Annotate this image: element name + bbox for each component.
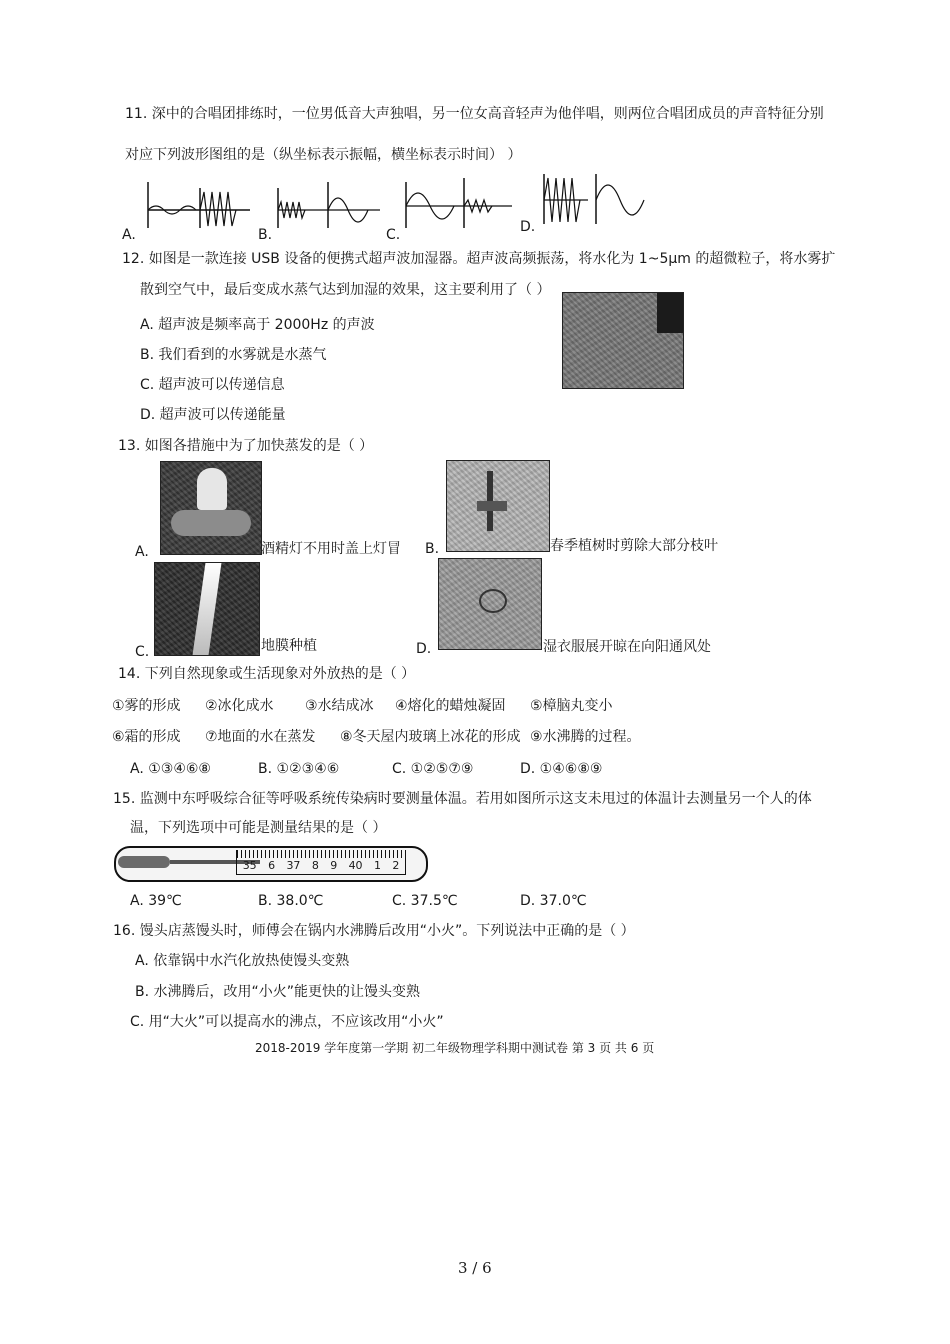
q11-waveform-a (142, 180, 252, 230)
q12-option-b: B. 我们看到的水雾就是水蒸气 (140, 347, 327, 363)
drying-clothes-photo (438, 558, 542, 650)
q14-option-a: A. ①③④⑥⑧ (130, 761, 211, 777)
q16-option-b: B. 水沸腾后，改用“小火”能更快的让馒头变熟 (135, 984, 421, 1000)
q13-option-a-letter: A. (135, 544, 149, 560)
q11-stem-line2: 对应下列波形图组的是（纵坐标表示振幅，横坐标表示时间） ） (125, 147, 522, 163)
q14-item-6: ⑥霜的形成 (112, 729, 181, 745)
q15-option-d: D. 37.0℃ (520, 893, 587, 909)
q13-option-d-text: 湿衣服展开晾在向阳通风处 (543, 639, 711, 655)
q16-option-a: A. 依靠锅中水汽化放热使馒头变熟 (135, 953, 350, 969)
q13-stem: 13. 如图各措施中为了加快蒸发的是（ ） (118, 438, 374, 454)
exam-footer: 2018-2019 学年度第一学期 初二年级物理学科期中测试卷 第 3 页 共 6 页 (255, 1041, 655, 1055)
q13-option-a-text: 酒精灯不用时盖上灯冒 (261, 541, 401, 557)
q14-option-c: C. ①②⑤⑦⑨ (392, 761, 474, 777)
q14-item-5: ⑤樟脑丸变小 (530, 698, 613, 714)
q15-option-c: C. 37.5℃ (392, 893, 458, 909)
alcohol-lamp-photo (160, 461, 262, 555)
q13-option-d-letter: D. (416, 641, 432, 657)
q14-item-9: ⑨水沸腾的过程。 (530, 729, 641, 745)
q11-option-a: A. (122, 227, 136, 243)
scale-label-40: 40 (348, 859, 363, 872)
q11-option-d: D. (520, 219, 536, 235)
q14-stem: 14. 下列自然现象或生活现象对外放热的是（ ） (118, 666, 416, 682)
thermometer-bulb (118, 856, 170, 868)
q15-option-a: A. 39℃ (130, 893, 182, 909)
q13-option-b-text: 春季植树时剪除大部分枝叶 (550, 538, 718, 554)
q14-option-b: B. ①②③④⑥ (258, 761, 340, 777)
q16-option-c: C. 用“大火”可以提高水的沸点，不应该改用“小火” (130, 1014, 444, 1030)
q13-option-c-letter: C. (135, 644, 150, 660)
q12-option-a: A. 超声波是频率高于 2000Hz 的声波 (140, 317, 375, 333)
q15-option-b: B. 38.0℃ (258, 893, 324, 909)
q13-option-b-letter: B. (425, 541, 440, 557)
thermometer-scale (236, 850, 406, 875)
q14-item-2: ②冰化成水 (205, 698, 274, 714)
q11-option-c: C. (386, 227, 401, 243)
humidifier-photo (562, 292, 684, 389)
scale-label-36: 6 (268, 859, 276, 872)
q14-item-1: ①雾的形成 (112, 698, 181, 714)
scale-label-41: 1 (373, 859, 381, 872)
scale-label-35: 35 (242, 859, 257, 872)
q11-waveform-d (538, 170, 653, 226)
q14-option-d: D. ①④⑥⑧⑨ (520, 761, 603, 777)
plastic-mulch-photo (154, 562, 260, 656)
q13-option-c-text: 地膜种植 (261, 638, 317, 654)
q11-waveform-c (400, 176, 515, 230)
q12-option-d: D. 超声波可以传递能量 (140, 407, 286, 423)
q15-stem-line1: 15. 监测中东呼吸综合征等呼吸系统传染病时要测量体温。若用如图所示这支未甩过的体温计去测量另一个人的体 (113, 791, 812, 807)
page-indicator: 3 / 6 (458, 1259, 492, 1277)
scale-label-38: 8 (311, 859, 319, 872)
q11-option-b: B. (258, 227, 273, 243)
q16-stem: 16. 馒头店蒸馒头时，师傅会在锅内水沸腾后改用“小火”。下列说法中正确的是（ ） (113, 923, 635, 939)
q15-stem-line2: 温，下列选项中可能是测量结果的是（ ） (130, 820, 387, 836)
q14-item-8: ⑧冬天屋内玻璃上冰花的形成 (340, 729, 521, 745)
thermometer-ticks (237, 850, 405, 858)
q14-item-3: ③水结成冰 (305, 698, 374, 714)
q12-stem-line2: 散到空气中，最后变成水蒸气达到加湿的效果，这主要利用了（ ） (140, 282, 551, 298)
q14-item-4: ④熔化的蜡烛凝固 (395, 698, 506, 714)
scale-label-39: 9 (330, 859, 338, 872)
scale-label-42: 2 (392, 859, 400, 872)
q14-item-7: ⑦地面的水在蒸发 (205, 729, 316, 745)
q12-stem-line1: 12. 如图是一款连接 USB 设备的便携式超声波加湿器。超声波高频振荡，将水化为 1~5μm 的超微粒子，将水雾扩 (122, 251, 836, 267)
q11-stem-line1: 11. 深中的合唱团排练时，一位男低音大声独唱，另一位女高音轻声为他伴唱，则两位合唱团成员的声音特征分别 (125, 106, 824, 122)
q12-option-c: C. 超声波可以传递信息 (140, 377, 285, 393)
scale-label-37: 37 (286, 859, 301, 872)
tree-planting-photo (446, 460, 550, 552)
thermometer (114, 846, 426, 880)
q11-waveform-b (272, 180, 382, 230)
